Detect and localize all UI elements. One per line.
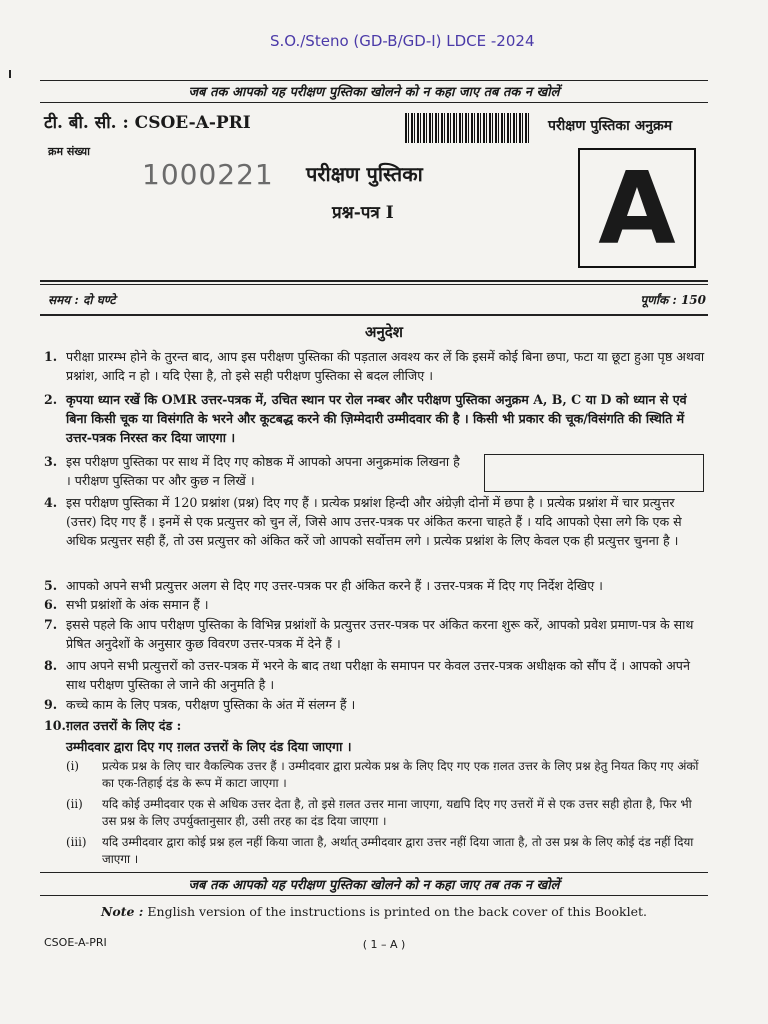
item-text: कृपया ध्यान रखें कि OMR उत्तर-पत्रक में, उचित स्थान पर रोल नम्बर और परीक्षण पुस्तिका अनुक्रम A, B, C या D को ध्यान से एवं बिना किसी चूक या विसंगति के भरने और कूटबद्ध करने की ज़िम्मेदारी उम्मीदवार की है । किसी भी प्रकार की चूक/विसंगति की स्थिति में उत्तर-पत्रक निरस्त कर दिया जाएगा । xyxy=(66,392,687,445)
item-number: 4. xyxy=(44,495,58,510)
instruction-10 xyxy=(44,716,706,735)
item-text: इस परीक्षण पुस्तिका पर साथ में दिए गए कोष्ठक में आपको अपना अनुक्रमांक लिखना है । परीक्षण पुस्तिका पर और कुछ न लिखें । xyxy=(66,454,460,488)
item-number: 7. xyxy=(44,617,58,632)
time-label: समय : दो घण्टे xyxy=(48,293,116,307)
sub-number: (i) xyxy=(66,759,79,773)
item-number: 10. xyxy=(44,718,66,733)
note-line xyxy=(40,904,708,919)
instructions-heading: अनुदेश xyxy=(365,323,403,341)
penalty-i xyxy=(66,758,706,792)
instruction-1 xyxy=(44,347,706,385)
instruction-5 xyxy=(44,576,706,595)
paper-title: प्रश्न-पत्र I xyxy=(332,203,394,223)
item-text: आप अपने सभी प्रत्युत्तरों को उत्तर-पत्रक में भरने के बाद तथा परीक्षा के समापन पर केवल उत्तर-पत्रक अधीक्षक को सौंप दें । आपको अपने साथ परीक्षण पुस्तिका ले जाने की अनुमति है । xyxy=(66,658,690,692)
bottom-warning: जब तक आपको यह परीक्षण पुस्तिका खोलने को न कहा जाए तब तक न खोलें xyxy=(188,878,560,893)
item-text: सभी प्रश्नांशों के अंक समान हैं । xyxy=(66,597,209,612)
booklet-series-label: परीक्षण पुस्तिका अनुक्रम xyxy=(548,118,673,134)
penalty-iii xyxy=(66,834,706,868)
item-text: ग़लत उत्तरों के लिए दंड : xyxy=(66,718,182,733)
item-number: 8. xyxy=(44,658,58,673)
header-rule xyxy=(40,280,708,282)
bottom-rule xyxy=(40,872,708,873)
tbc-code: टी. बी. सी. : CSOE-A-PRI xyxy=(44,113,251,133)
instruction-9 xyxy=(44,695,706,714)
max-marks-label: पूर्णांक : 150 xyxy=(640,293,706,307)
sub-text: यदि उम्मीदवार द्वारा कोई प्रश्न हल नहीं किया जाता है, अर्थात् उम्मीदवार द्वारा उत्तर नहीं दिया जाता है, तो उस प्रश्न के लिए कोई दंड नहीं दिया जाएगा । xyxy=(102,835,694,866)
sub-number: (ii) xyxy=(66,797,83,811)
instruction-6 xyxy=(44,595,706,614)
item-number: 1. xyxy=(44,349,58,364)
top-rule xyxy=(40,80,708,81)
instruction-7 xyxy=(44,615,706,653)
item-text: इससे पहले कि आप परीक्षण पुस्तिका के विभिन्न प्रश्नांशों के प्रत्युत्तर उत्तर-पत्रक पर अंकित करना शुरू करें, आपको प्रवेश प्रमाण-पत्र के साथ प्रेषित अनुदेशों के अनुसार कुछ विवरण उत्तर-पत्रक में देने हैं । xyxy=(66,617,694,651)
item-number: 5. xyxy=(44,578,58,593)
time-rule xyxy=(40,314,708,316)
sub-text: यदि कोई उम्मीदवार एक से अधिक उत्तर देता है, तो इसे ग़लत उत्तर माना जाएगा, यद्यपि दिए गए उत्तरों में से एक उत्तर सही होता है, फिर भी उस प्रश्न के लिए उपर्युक्तानुसार ही, उसी तरह का दंड दिया जाएगा । xyxy=(102,797,692,828)
sub-number: (iii) xyxy=(66,835,87,849)
instruction-2 xyxy=(44,390,706,447)
booklet-title: परीक्षण पुस्तिका xyxy=(306,162,423,186)
footer-code: CSOE-A-PRI xyxy=(44,936,107,949)
barcode xyxy=(405,113,531,143)
stamp-exam-name: S.O./Steno (GD-B/GD-I) LDCE -2024 xyxy=(270,32,535,50)
page-number: ( 1 – A ) xyxy=(362,938,406,951)
serial-number: 1000221 xyxy=(142,158,274,191)
roll-number-box[interactable] xyxy=(484,454,704,492)
item-number: 3. xyxy=(44,454,58,469)
item-number: 9. xyxy=(44,697,58,712)
item-number: 6. xyxy=(44,597,58,612)
item-text: इस परीक्षण पुस्तिका में 120 प्रश्नांश (प्रश्न) दिए गए हैं । प्रत्येक प्रश्नांश हिन्दी और अंग्रेज़ी दोनों में छपा है । प्रत्येक प्रश्नांश में चार प्रत्युत्तर (उत्तर) दिए गए हैं । इनमें से एक प्रत्युत्तर को चुन लें, जिसे आप उत्तर-पत्रक पर अंकित करना चाहते हैं । यदि आपको ऐसा लगे कि एक से अधिक प्रत्युत्तर सही हैं, तो उस प्रत्युत्तर को अंकित करें जो आपको सर्वोत्तम लगे । प्रत्येक प्रश्नांश के लिए केवल एक ही प्रत्युत्तर चुनना है । xyxy=(66,495,682,548)
header-rule-2 xyxy=(40,284,708,285)
series-letter: A xyxy=(598,150,676,267)
instruction-8 xyxy=(44,656,706,694)
penalty-heading: उम्मीदवार द्वारा दिए गए ग़लत उत्तरों के लिए दंड दिया जाएगा । xyxy=(66,739,352,754)
series-box xyxy=(578,148,696,268)
penalty-ii xyxy=(66,796,706,830)
item-number: 2. xyxy=(44,392,58,407)
top-rule-2 xyxy=(40,102,708,103)
item-text: कच्चे काम के लिए पत्रक, परीक्षण पुस्तिका के अंत में संलग्न हैं । xyxy=(66,697,356,712)
item-text: परीक्षा प्रारम्भ होने के तुरन्त बाद, आप इस परीक्षण पुस्तिका की पड़ताल अवश्य कर लें कि इसमें कोई बिना छपा, फटा या छूटा हुआ पृष्ठ अथवा प्रश्नांश, आदि न हो । यदि ऐसा है, तो इसे सही परीक्षण पुस्तिका से बदल लीजिए । xyxy=(66,349,705,383)
top-warning: जब तक आपको यह परीक्षण पुस्तिका खोलने को न कहा जाए तब तक न खोलें xyxy=(188,85,560,100)
note-label: Note : xyxy=(100,904,144,919)
margin-mark xyxy=(9,70,11,78)
item-text: आपको अपने सभी प्रत्युत्तर अलग से दिए गए उत्तर-पत्रक पर ही अंकित करने हैं । उत्तर-पत्रक में दिए गए निर्देश देखिए । xyxy=(66,578,603,593)
sub-text: प्रत्येक प्रश्न के लिए चार वैकल्पिक उत्तर हैं । उम्मीदवार द्वारा प्रत्येक प्रश्न के लिए दिए गए एक ग़लत उत्तर के लिए प्रश्न हेतु नियत किए गए अंकों का एक-तिहाई दंड के रूप में काटा जाएगा । xyxy=(102,759,699,790)
bottom-rule-2 xyxy=(40,895,708,896)
serial-label: क्रम संख्या xyxy=(48,145,90,158)
note-text: English version of the instructions is printed on the back cover of this Booklet. xyxy=(147,904,648,919)
instruction-3 xyxy=(44,452,464,490)
instruction-4 xyxy=(44,493,706,550)
